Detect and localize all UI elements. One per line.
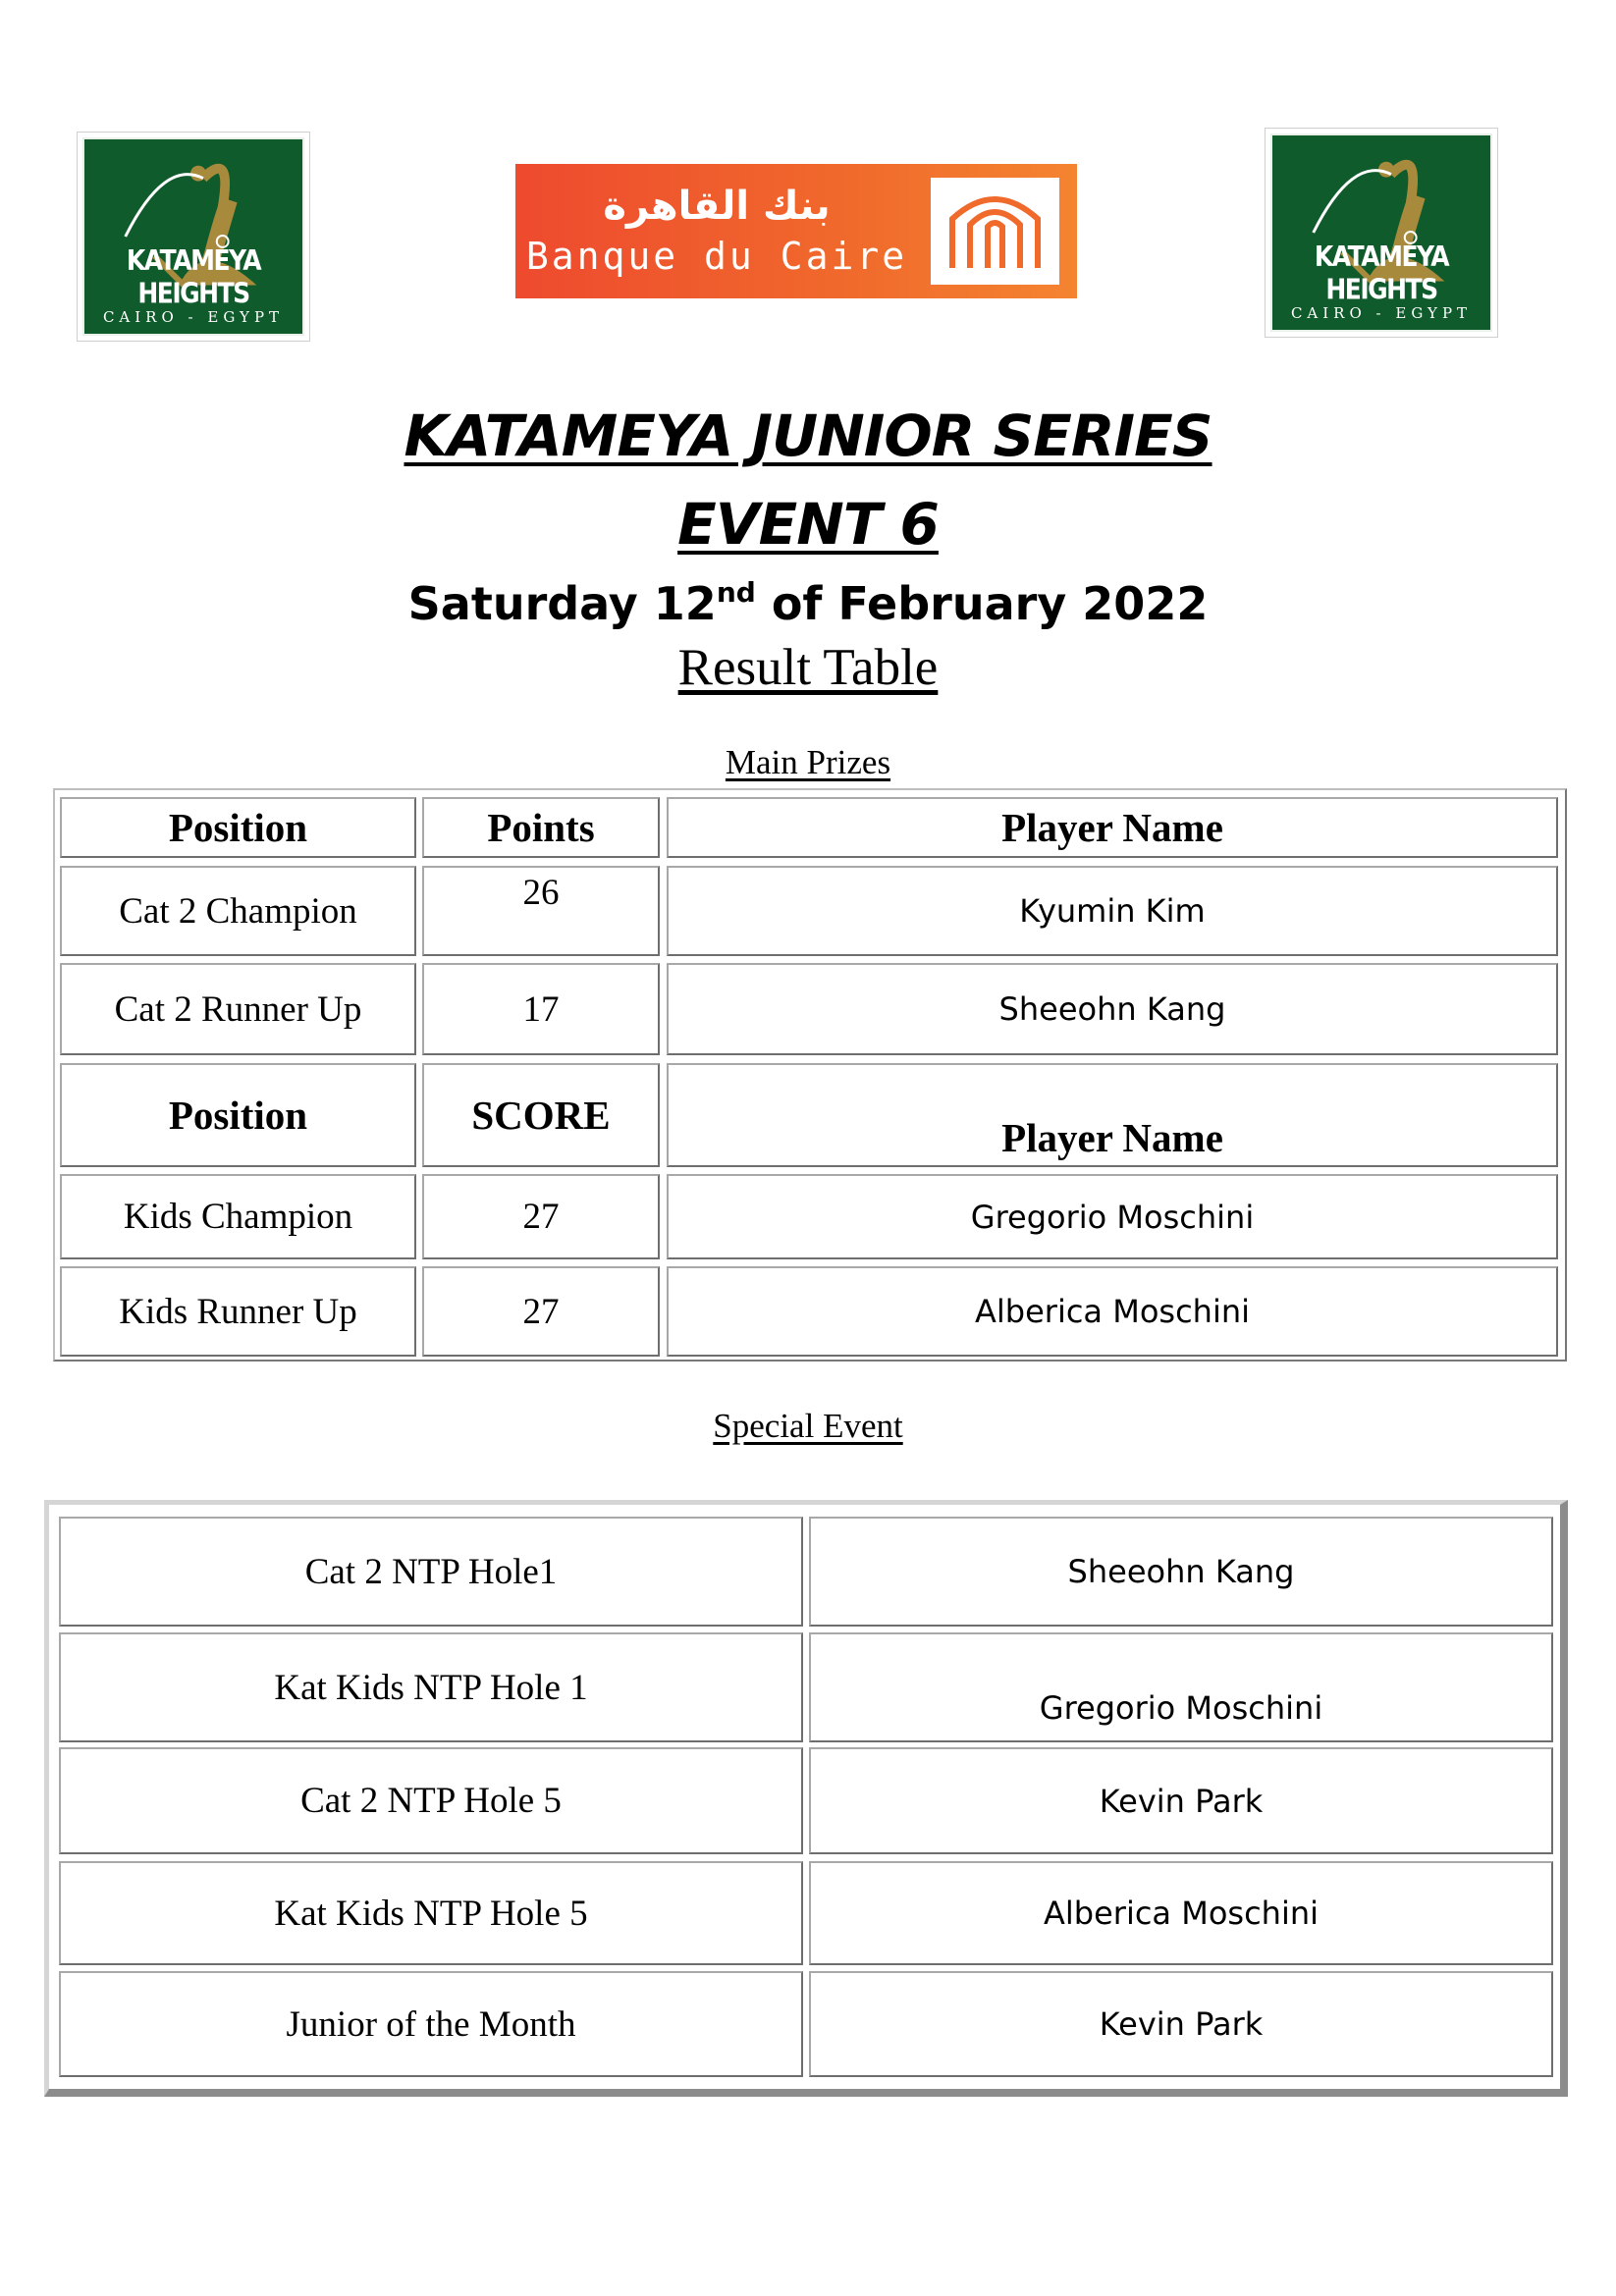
table-row-award: Junior of the Month [59,1971,803,2077]
result-table-heading: Result Table [677,639,939,696]
table-row-winner: Kevin Park [809,1747,1553,1854]
table-row-award: Cat 2 NTP Hole 5 [59,1747,803,1854]
table-row-position: Kids Champion [60,1174,416,1259]
logo-name-text: KATAMEYA HEIGHTS [1314,240,1449,306]
table-row-points: 26 [422,866,660,956]
logo-name-text: KATAMEYA HEIGHTS [126,243,261,310]
katameya-heights-logo-left [77,132,310,342]
table-row-position: Kids Runner Up [60,1266,416,1357]
table-row-award: Cat 2 NTP Hole1 [59,1517,803,1627]
table-row-award: Kat Kids NTP Hole 5 [59,1861,803,1965]
main-prizes-caption: Main Prizes [725,743,891,781]
table-row-position: Cat 2 Champion [60,866,416,956]
table-row-player: Sheeohn Kang [667,963,1558,1055]
table-row-points: 27 [422,1174,660,1259]
header-player-name: Player Name [667,1063,1558,1167]
event-title: EVENT 6 [677,491,939,558]
table-row-winner: Gregorio Moschini [809,1632,1553,1742]
table-row-award: Kat Kids NTP Hole 1 [59,1632,803,1742]
table-row-points: 17 [422,963,660,1055]
date-ordinal: nd [716,576,756,609]
banque-du-caire-logo [515,164,1077,298]
table-row-position: Cat 2 Runner Up [60,963,416,1055]
header-position: Position [60,1063,416,1167]
header-player-name: Player Name [667,797,1558,858]
series-title: KATAMEYA JUNIOR SERIES [404,402,1212,469]
table-row-winner: Alberica Moschini [809,1861,1553,1965]
header-score: SCORE [422,1063,660,1167]
date-day: Saturday 12 [407,577,717,630]
table-row-winner: Kevin Park [809,1971,1553,2077]
header-points: Points [422,797,660,858]
table-row-player: Gregorio Moschini [667,1174,1558,1259]
table-row-player: Alberica Moschini [667,1266,1558,1357]
bank-arch-icon [931,178,1059,285]
date-month-year: of February 2022 [755,577,1209,630]
event-date [0,577,1616,630]
bank-arabic-name: بنك القاهرة [603,184,831,229]
logo-sub-text: CAIRO - EGYPT [102,308,285,326]
logo-sub-text: CAIRO - EGYPT [1290,304,1473,322]
special-event-caption: Special Event [713,1407,903,1445]
table-row-winner: Sheeohn Kang [809,1517,1553,1627]
table-row-points: 27 [422,1266,660,1357]
table-row-player: Kyumin Kim [667,866,1558,956]
header-position: Position [60,797,416,858]
bank-english-name: Banque du Caire [525,235,908,278]
katameya-heights-logo-right [1265,128,1498,338]
